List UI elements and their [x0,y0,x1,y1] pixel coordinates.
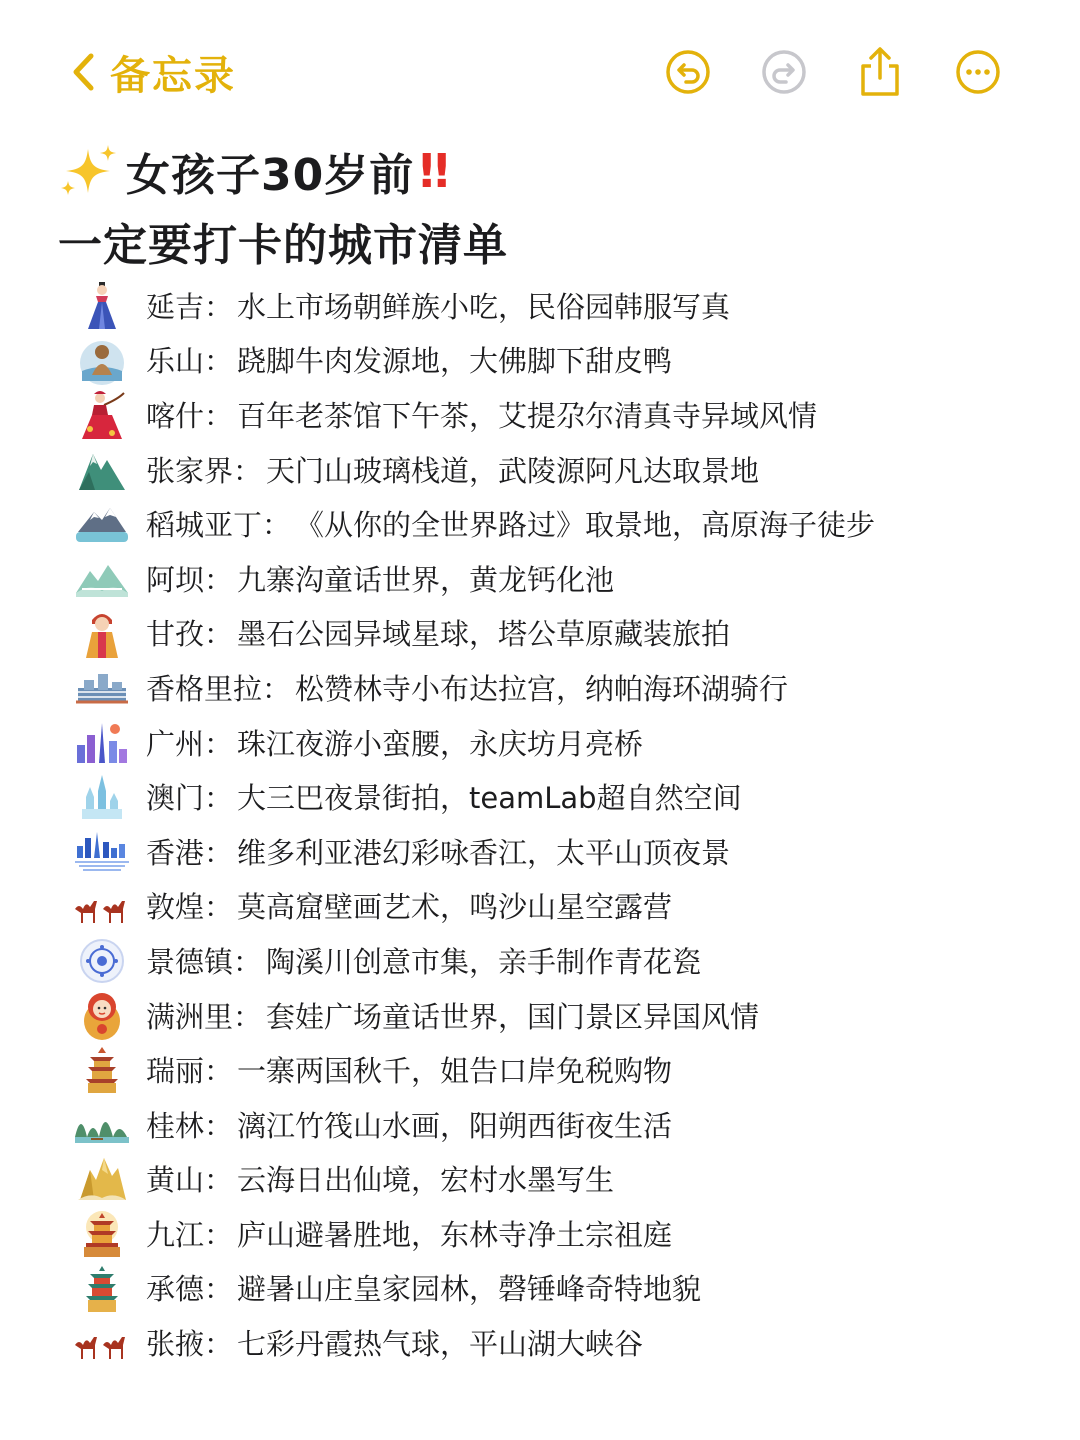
undo-button[interactable] [660,44,716,100]
city-name: 香格里拉： [146,671,292,706]
golden-mountain-icon [72,1155,132,1205]
city-skyline-icon [72,718,132,768]
city-name: 阿坝： [146,562,234,597]
city-name: 延吉： [146,289,234,324]
city-description: 庐山避暑胜地，东林寺净土宗祖庭 [237,1217,673,1252]
list-item[interactable] [0,442,1080,497]
note-title-line-2[interactable]: 一定要打卡的城市清单 [58,220,508,271]
city-name: 九江： [146,1217,234,1252]
redo-button[interactable] [756,44,812,100]
list-item[interactable] [0,769,1080,824]
city-description: 跷脚牛肉发源地，大佛脚下甜皮鸭 [237,344,673,379]
temple-skyline-icon [72,663,132,713]
sparkles-icon [58,143,120,199]
undo-icon [665,49,711,95]
back-button[interactable] [70,40,236,104]
city-name: 桂林： [146,1108,234,1143]
city-name: 景德镇： [146,944,263,979]
list-item[interactable] [0,278,1080,333]
city-name: 张掖： [146,1327,234,1362]
city-description: 天门山玻璃栈道，武陵源阿凡达取景地 [266,453,760,488]
city-description: 套娃广场童话世界，国门景区异国风情 [266,999,760,1034]
city-description: 九寨沟童话世界，黄龙钙化池 [237,562,615,597]
list-item[interactable] [0,551,1080,606]
city-description: 维多利亚港幻彩咏香江，太平山顶夜景 [237,835,731,870]
pagoda-tower-icon [72,1045,132,1095]
note-title-line-1[interactable] [58,136,446,206]
city-description: 松赞林寺小布达拉宫，纳帕海环湖骑行 [295,671,789,706]
city-description: 一寨两国秋千，姐告口岸免税购物 [237,1054,673,1089]
misty-mountain-icon [72,554,132,604]
list-item[interactable] [0,715,1080,770]
hanbok-woman-icon [72,281,132,331]
list-item[interactable] [0,1152,1080,1207]
list-item[interactable] [0,660,1080,715]
city-name: 瑞丽： [146,1054,234,1089]
city-name: 广州： [146,726,234,761]
castle-icon [72,772,132,822]
list-item[interactable] [0,387,1080,442]
city-description: 漓江竹筏山水画，阳朔西街夜生活 [237,1108,673,1143]
harbour-skyline-icon [72,827,132,877]
pavilion-tower-icon [72,1209,132,1259]
list-item[interactable] [0,333,1080,388]
mountain-peak-icon [72,445,132,495]
snow-mountain-lake-icon [72,499,132,549]
city-name: 乐山： [146,344,234,379]
double-exclamation: !! [416,144,447,198]
porcelain-plate-icon [72,936,132,986]
list-item[interactable] [0,933,1080,988]
more-button[interactable] [950,44,1006,100]
city-name: 承德： [146,1272,234,1307]
city-description: 百年老茶馆下午茶，艾提尕尔清真寺异域风情 [237,398,818,433]
karst-hills-icon [72,1100,132,1150]
city-description: 七彩丹霞热气球，平山湖大峡谷 [237,1327,644,1362]
nav-bar [0,34,1080,110]
city-description: 《从你的全世界路过》取景地，高原海子徒步 [295,508,876,543]
city-description: 避暑山庄皇家园林，磬锤峰奇特地貌 [237,1272,702,1307]
redo-icon [761,49,807,95]
giant-buddha-icon [72,336,132,386]
list-item[interactable] [0,988,1080,1043]
palace-pagoda-icon [72,1264,132,1314]
list-item[interactable] [0,1315,1080,1370]
city-description: 莫高窟壁画艺术，鸣沙山星空露营 [237,890,673,925]
city-description: 珠江夜游小蛮腰，永庆坊月亮桥 [237,726,644,761]
uyghur-dancer-icon [72,390,132,440]
city-name: 香港： [146,835,234,870]
chevron-left-icon [70,52,96,92]
list-item[interactable] [0,606,1080,661]
list-item[interactable] [0,496,1080,551]
city-description: 水上市场朝鲜族小吃，民俗园韩服写真 [237,289,731,324]
city-name: 黄山： [146,1163,234,1198]
city-name: 甘孜： [146,617,234,652]
city-list [0,278,1080,1370]
city-name: 满洲里： [146,999,263,1034]
back-label: 备忘录 [110,52,236,99]
city-name: 稻城亚丁： [146,508,292,543]
list-item[interactable] [0,879,1080,934]
city-name: 喀什： [146,398,234,433]
camels-icon [72,1318,132,1368]
list-item[interactable] [0,1042,1080,1097]
more-icon [955,49,1001,95]
tibetan-girl-icon [72,609,132,659]
list-item[interactable] [0,824,1080,879]
list-item[interactable] [0,1261,1080,1316]
camels-icon [72,882,132,932]
city-name: 澳门： [146,781,234,816]
city-description: 陶溪川创意市集，亲手制作青花瓷 [266,944,702,979]
city-description: 墨石公园异域星球，塔公草原藏装旅拍 [237,617,731,652]
city-description: 大三巴夜景街拍，teamLab超自然空间 [237,781,742,816]
city-description: 云海日出仙境，宏村水墨写生 [237,1163,615,1198]
city-name: 敦煌： [146,890,234,925]
matryoshka-icon [72,991,132,1041]
list-item[interactable] [0,1206,1080,1261]
share-icon [857,46,903,98]
title-text: 女孩子30岁前 [126,150,415,201]
list-item[interactable] [0,1097,1080,1152]
share-button[interactable] [852,44,908,100]
city-name: 张家界： [146,453,263,488]
